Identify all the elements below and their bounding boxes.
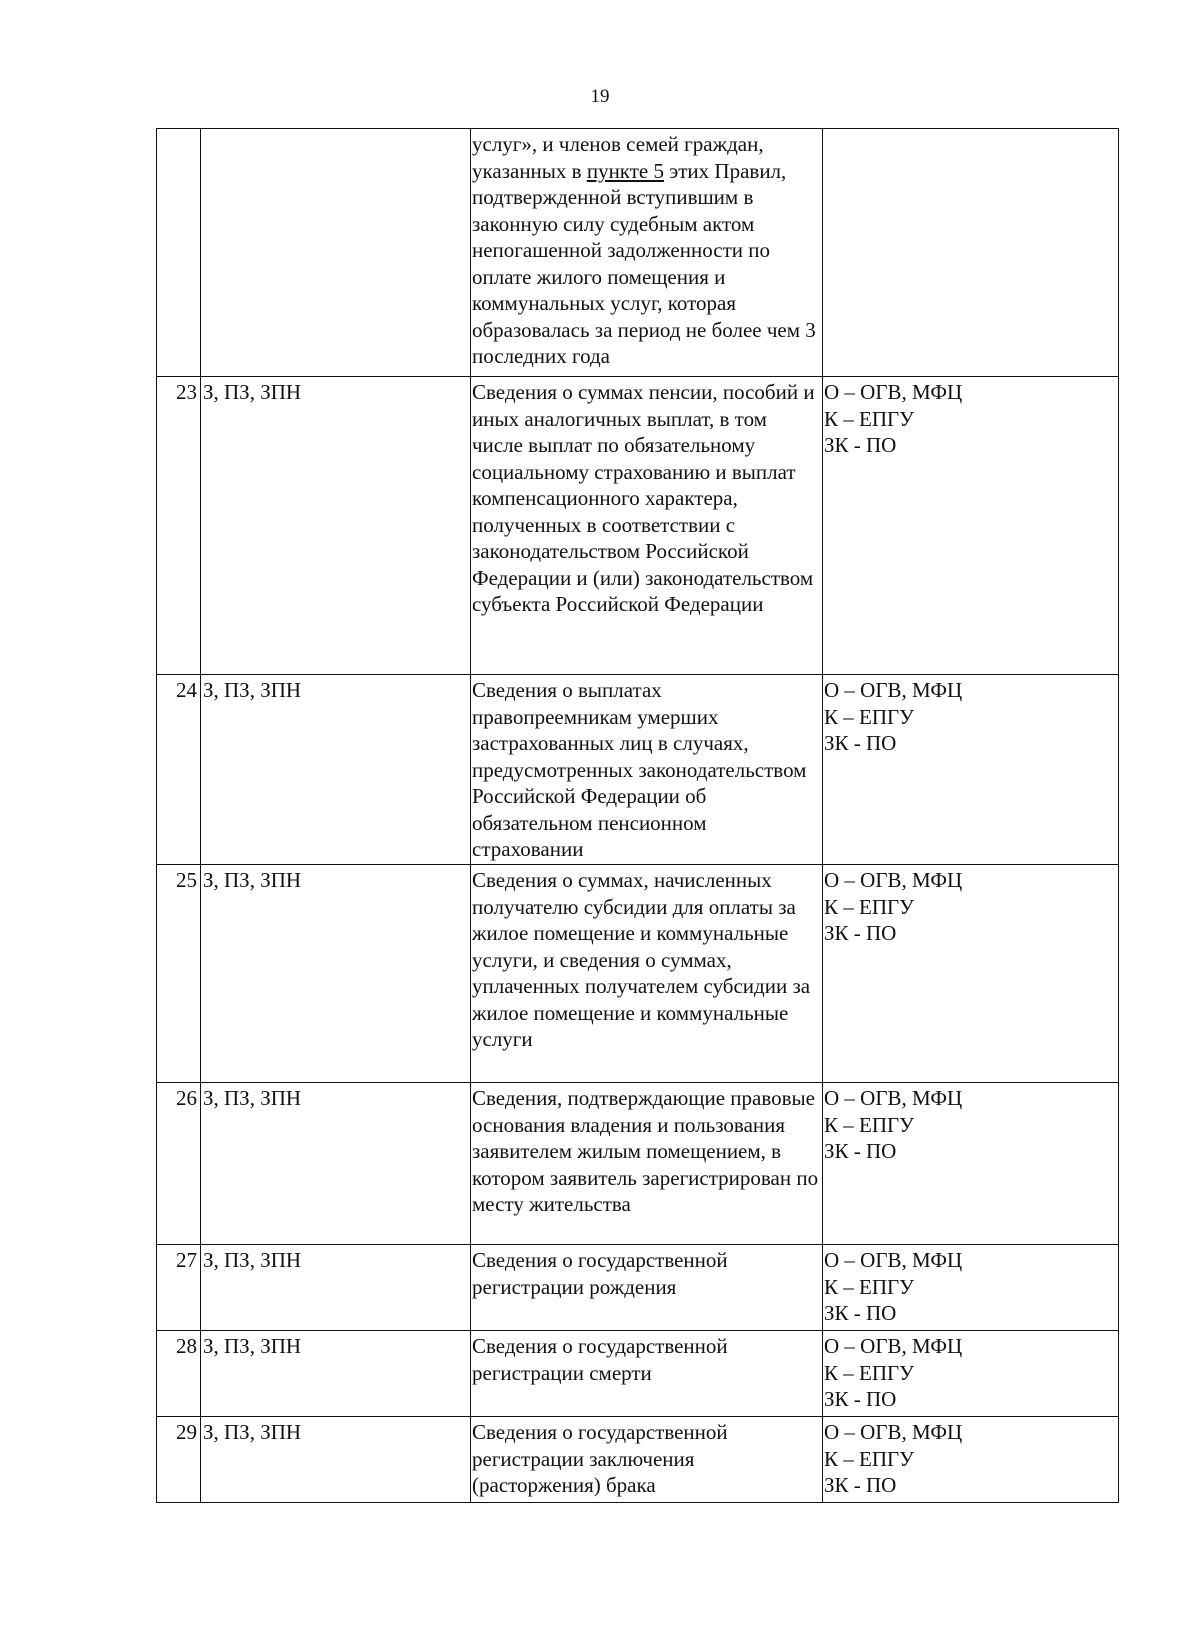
table-row-continuation — [157, 129, 1119, 377]
row-number: 29 — [157, 1417, 201, 1503]
sources-cell — [823, 675, 1119, 865]
info-text-before-link: услуг», и членов семей граждан, указанных в — [472, 132, 764, 183]
source-line: К – ЕПГУ — [824, 406, 915, 431]
source-line: О – ОГВ, МФЦ — [824, 1420, 963, 1444]
sources-cell — [823, 1083, 1119, 1245]
table-row — [157, 1417, 1119, 1503]
source-line: К – ЕПГУ — [824, 1274, 915, 1299]
source-line: К – ЕПГУ — [824, 1360, 915, 1385]
category-cell: З, ПЗ, ЗПН — [201, 1245, 471, 1331]
category-cell — [201, 129, 471, 377]
row-number: 27 — [157, 1245, 201, 1331]
source-line: ЗК - ПО — [824, 1387, 897, 1411]
category-cell: З, ПЗ, ЗПН — [201, 675, 471, 865]
source-line: О – ОГВ, МФЦ — [824, 380, 963, 404]
source-line: О – ОГВ, МФЦ — [824, 1248, 963, 1272]
source-line: ЗК - ПО — [824, 1473, 897, 1497]
table-row — [157, 377, 1119, 675]
source-line: К – ЕПГУ — [824, 704, 915, 729]
info-cell: Сведения о государственной регистрации заключения (расторжения) брака — [471, 1417, 823, 1503]
source-line: ЗК - ПО — [824, 1301, 897, 1325]
category-cell: З, ПЗ, ЗПН — [201, 865, 471, 1083]
num-cell — [157, 129, 201, 377]
category-cell: З, ПЗ, ЗПН — [201, 377, 471, 675]
table-row — [157, 865, 1119, 1083]
sources-cell — [823, 1245, 1119, 1331]
info-cell — [471, 129, 823, 377]
info-cell: Сведения, подтверждающие правовые основания владения и пользования заявителем жилым помещением, в котором заявитель зарегистрирован по месту жительства — [471, 1083, 823, 1245]
source-line: ЗК - ПО — [824, 731, 897, 755]
row-number: 28 — [157, 1331, 201, 1417]
source-line: О – ОГВ, МФЦ — [824, 678, 963, 702]
source-line: ЗК - ПО — [824, 433, 897, 457]
table-row — [157, 675, 1119, 865]
table-row — [157, 1245, 1119, 1331]
page-number: 19 — [590, 86, 610, 107]
document-table — [156, 128, 1119, 1503]
info-cell: Сведения о государственной регистрации рождения — [471, 1245, 823, 1331]
category-cell: З, ПЗ, ЗПН — [201, 1417, 471, 1503]
source-line: К – ЕПГУ — [824, 1112, 915, 1137]
row-number: 23 — [157, 377, 201, 675]
row-number: 26 — [157, 1083, 201, 1245]
info-cell: Сведения о государственной регистрации смерти — [471, 1331, 823, 1417]
rule-reference-link[interactable]: пункте 5 — [586, 158, 664, 183]
source-line: К – ЕПГУ — [824, 894, 915, 919]
source-line: ЗК - ПО — [824, 921, 897, 945]
category-cell: З, ПЗ, ЗПН — [201, 1331, 471, 1417]
sources-cell — [823, 1331, 1119, 1417]
info-cell: Сведения о выплатах правопреемникам умерших застрахованных лиц в случаях, предусмотренных законодательством Российской Федерации об обязательном пенсионном страховании — [471, 675, 823, 865]
table-row — [157, 1083, 1119, 1245]
info-cell: Сведения о суммах, начисленных получателю субсидии для оплаты за жилое помещение и коммунальные услуги, и сведения о суммах, уплаченных получателем субсидии за жилое помещение и коммунальные услуги — [471, 865, 823, 1083]
source-line: К – ЕПГУ — [824, 1446, 915, 1471]
source-line: О – ОГВ, МФЦ — [824, 868, 963, 892]
info-text-after-link: этих Правил, подтвержденной вступившим в законную силу судебным актом непогашенной задолженности по оплате жилого помещения и коммунальных услуг, которая образовалась за период не более чем 3 последних года — [472, 158, 816, 368]
sources-cell — [823, 377, 1119, 675]
sources-cell — [823, 865, 1119, 1083]
sources-cell — [823, 129, 1119, 377]
row-number: 25 — [157, 865, 201, 1083]
table-row — [157, 1331, 1119, 1417]
category-cell: З, ПЗ, ЗПН — [201, 1083, 471, 1245]
row-number: 24 — [157, 675, 201, 865]
source-line: О – ОГВ, МФЦ — [824, 1334, 963, 1358]
source-line: ЗК - ПО — [824, 1139, 897, 1163]
sources-cell — [823, 1417, 1119, 1503]
info-cell: Сведения о суммах пенсии, пособий и иных аналогичных выплат, в том числе выплат по обязательному социальному страхованию и выплат компенсационного характера, полученных в соответствии с законодательством Российской Федерации и (или) законодательством субъекта Российской Федерации — [471, 377, 823, 675]
source-line: О – ОГВ, МФЦ — [824, 1086, 963, 1110]
